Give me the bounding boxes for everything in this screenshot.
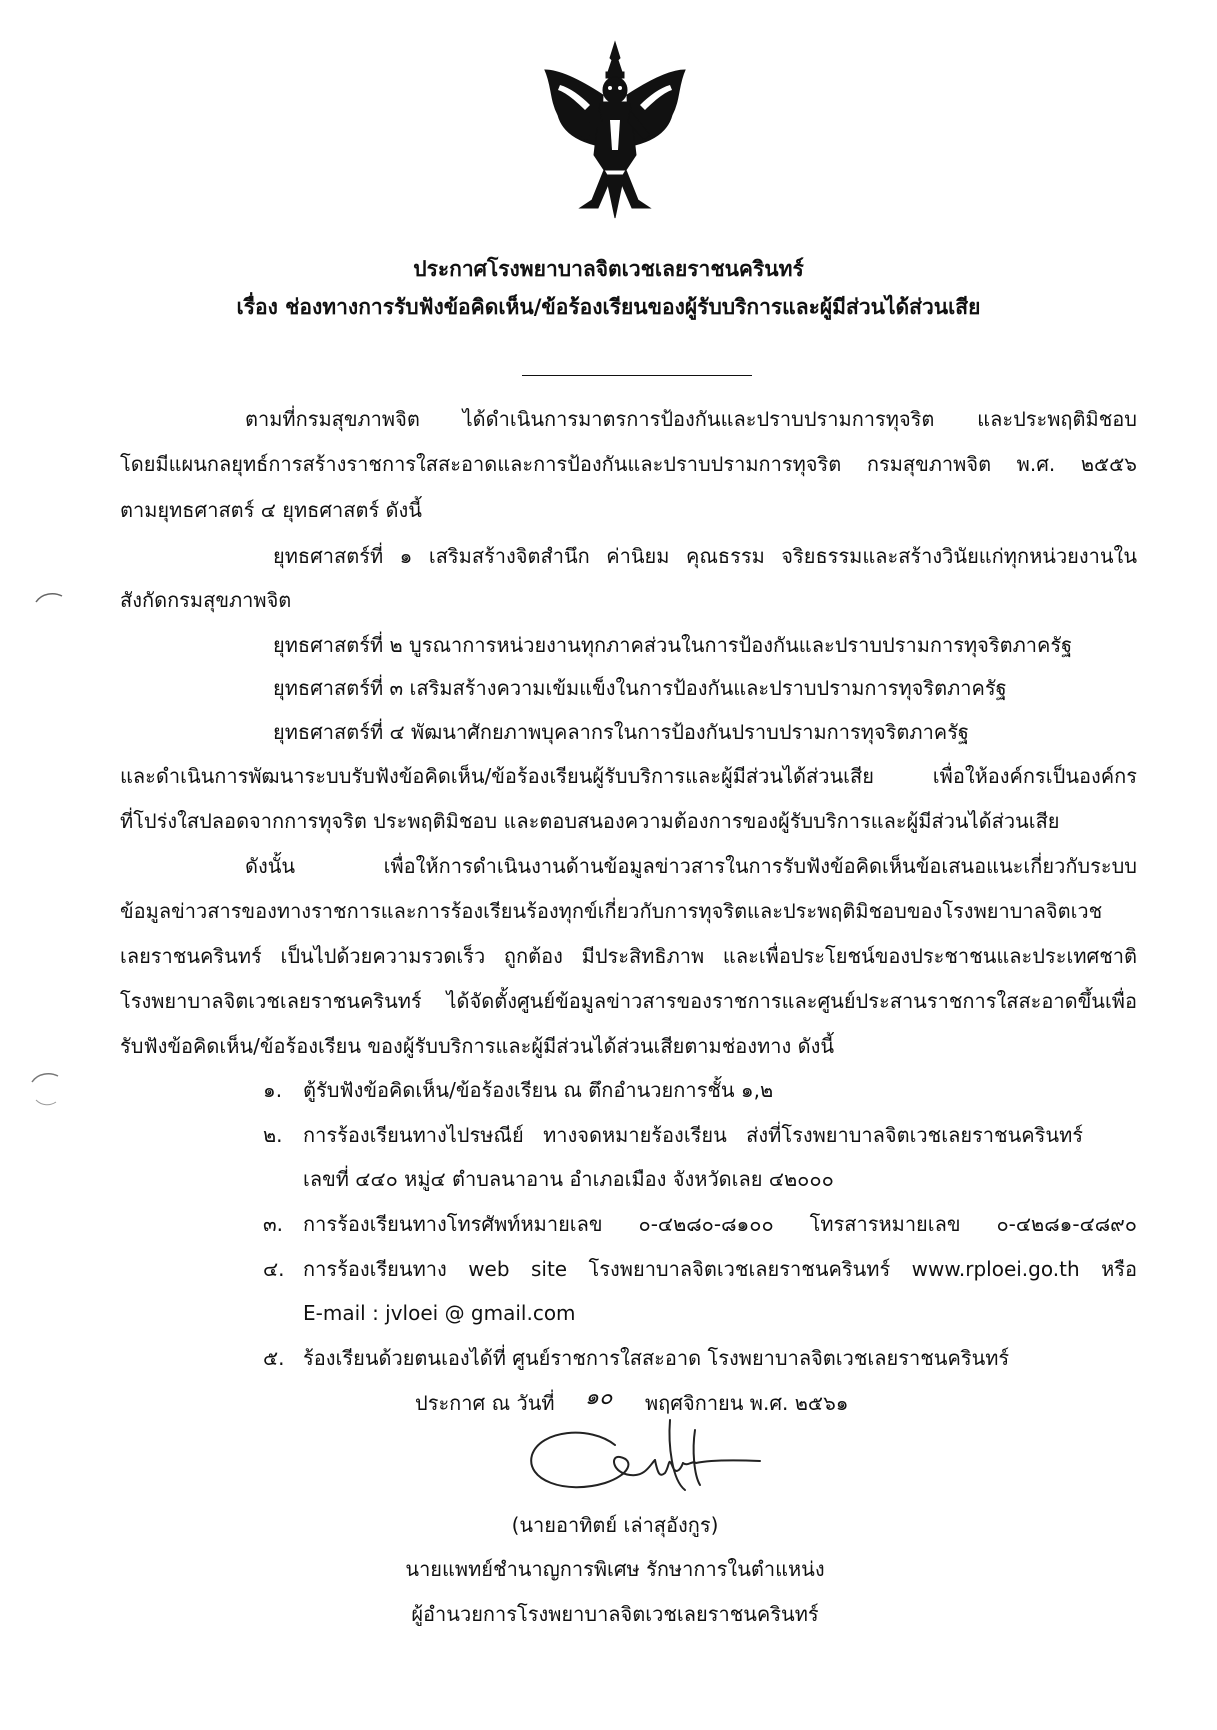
signatory-position: ผู้อำนวยการโรงพยาบาลจิตเวชเลยราชนครินทร์ xyxy=(411,1602,819,1626)
channel-text: เลขที่ ๔๔๐ หมู่๔ ตำบลนาอาน อำเภอเมือง จังหวัดเลย ๔๒๐๐๐ xyxy=(303,1167,834,1191)
scan-mark xyxy=(30,1070,60,1110)
title-underline xyxy=(522,375,752,376)
intro-line: โดยมีแผนกลยุทธ์การสร้างราชการใสสะอาดและการป้องกันและปราบปรามการทุจริต กรมสุขภาพจิต พ.ศ. ๒๕๕๖ xyxy=(120,452,1137,476)
strategy-item: ยุทธศาสตร์ที่ ๔ พัฒนาศักยภาพบุคลากรในการป้องกันปราบปรามการทุจริตภาครัฐ xyxy=(273,720,969,744)
strategy-item: สังกัดกรมสุขภาพจิต xyxy=(120,588,292,612)
signatory-position: นายแพทย์ชำนาญการพิเศษ รักษาการในตำแหน่ง xyxy=(405,1557,825,1581)
announce-date-prefix: ประกาศ ณ วันที่ xyxy=(415,1391,555,1415)
channel-number: ๒. xyxy=(263,1123,283,1147)
channel-text: E-mail : jvloei @ gmail.com xyxy=(303,1301,576,1325)
strategy-item: ยุทธศาสตร์ที่ ๒ บูรณาการหน่วยงานทุกภาคส่วนในการป้องกันและปราบปรามการทุจริตภาครัฐ xyxy=(273,633,1073,657)
announcement-title: ประกาศโรงพยาบาลจิตเวชเลยราชนครินทร์ xyxy=(413,257,804,281)
handwritten-signature-icon xyxy=(520,1405,765,1515)
purpose-line: และดำเนินการพัฒนาระบบรับฟังข้อคิดเห็น/ข้อร้องเรียนผู้รับบริการและผู้มีส่วนได้ส่วนเสีย เพื่อให้องค์กรเป็นองค์กร xyxy=(120,764,1137,788)
channel-number: ๕. xyxy=(263,1346,285,1370)
channel-number: ๓. xyxy=(263,1212,284,1236)
channel-text: การร้องเรียนทางไปรษณีย์ ทางจดหมายร้องเรียน ส่งที่โรงพยาบาลจิตเวชเลยราชนครินทร์ xyxy=(303,1123,1083,1147)
announce-date-day: ๑๐ xyxy=(585,1385,613,1410)
channel-number: ๑. xyxy=(263,1078,283,1102)
strategy-item: ยุทธศาสตร์ที่ ๓ เสริมสร้างความเข้มแข็งในการป้องกันและปราบปรามการทุจริตภาครัฐ xyxy=(273,676,1007,700)
therefore-line: ดังนั้น เพื่อให้การดำเนินงานด้านข้อมูลข่าวสารในการรับฟังข้อคิดเห็นข้อเสนอแนะเกี่ยวกับระบบ xyxy=(245,854,1137,878)
therefore-line: โรงพยาบาลจิตเวชเลยราชนครินทร์ ได้จัดตั้งศูนย์ข้อมูลข่าวสารของราชการและศูนย์ประสานราชการใสสะอาดขึ้นเพื่อ xyxy=(120,989,1137,1013)
channel-number: ๔. xyxy=(263,1257,285,1281)
intro-line: ตามยุทธศาสตร์ ๔ ยุทธศาสตร์ ดังนี้ xyxy=(120,498,422,522)
therefore-line: รับฟังข้อคิดเห็น/ข้อร้องเรียน ของผู้รับบริการและผู้มีส่วนได้ส่วนเสียตามช่องทาง ดังนี้ xyxy=(120,1034,835,1058)
therefore-line: ข้อมูลข่าวสารของทางราชการและการร้องเรียนร้องทุกข์เกี่ยวกับการทุจริตและประพฤติมิชอบของโรงพยาบาลจิตเวช xyxy=(120,899,1103,923)
garuda-emblem-icon xyxy=(540,40,690,220)
channel-text: ตู้รับฟังข้อคิดเห็น/ข้อร้องเรียน ณ ตึกอำนวยการชั้น ๑,๒ xyxy=(303,1078,774,1102)
channel-text: การร้องเรียนทาง web site โรงพยาบาลจิตเวชเลยราชนครินทร์ www.rploei.go.th หรือ xyxy=(303,1257,1137,1281)
purpose-line: ที่โปร่งใสปลอดจากการทุจริต ประพฤติมิชอบ และตอบสนองความต้องการของผู้รับบริการและผู้มีส่วนได้ส่วนเสีย xyxy=(120,809,1060,833)
therefore-line: เลยราชนครินทร์ เป็นไปด้วยความรวดเร็ว ถูกต้อง มีประสิทธิภาพ และเพื่อประโยชน์ของประชาชนและประเทศชาติ xyxy=(120,944,1137,968)
intro-line: ตามที่กรมสุขภาพจิต ได้ดำเนินการมาตรการป้องกันและปราบปรามการทุจริต และประพฤติมิชอบ xyxy=(245,407,1137,431)
signatory-name: (นายอาทิตย์ เล่าสุอังกูร) xyxy=(511,1513,719,1537)
channel-text: ร้องเรียนด้วยตนเองได้ที่ ศูนย์ราชการใสสะอาด โรงพยาบาลจิตเวชเลยราชนครินทร์ xyxy=(303,1346,1010,1370)
channel-text: การร้องเรียนทางโทรศัพท์หมายเลข ๐-๔๒๘๐-๘๑๐๐ โทรสารหมายเลข ๐-๔๒๘๑-๔๘๙๐ xyxy=(303,1212,1137,1236)
announcement-subject: เรื่อง ช่องทางการรับฟังข้อคิดเห็น/ข้อร้องเรียนของผู้รับบริการและผู้มีส่วนได้ส่วนเสีย xyxy=(236,295,981,319)
scan-mark xyxy=(34,590,64,604)
announce-date-month-year: พฤศจิกายน พ.ศ. ๒๕๖๑ xyxy=(645,1391,849,1415)
strategy-item: ยุทธศาสตร์ที่ ๑ เสริมสร้างจิตสำนึก ค่านิยม คุณธรรม จริยธรรมและสร้างวินัยแก่ทุกหน่วยงานใน xyxy=(273,544,1137,568)
